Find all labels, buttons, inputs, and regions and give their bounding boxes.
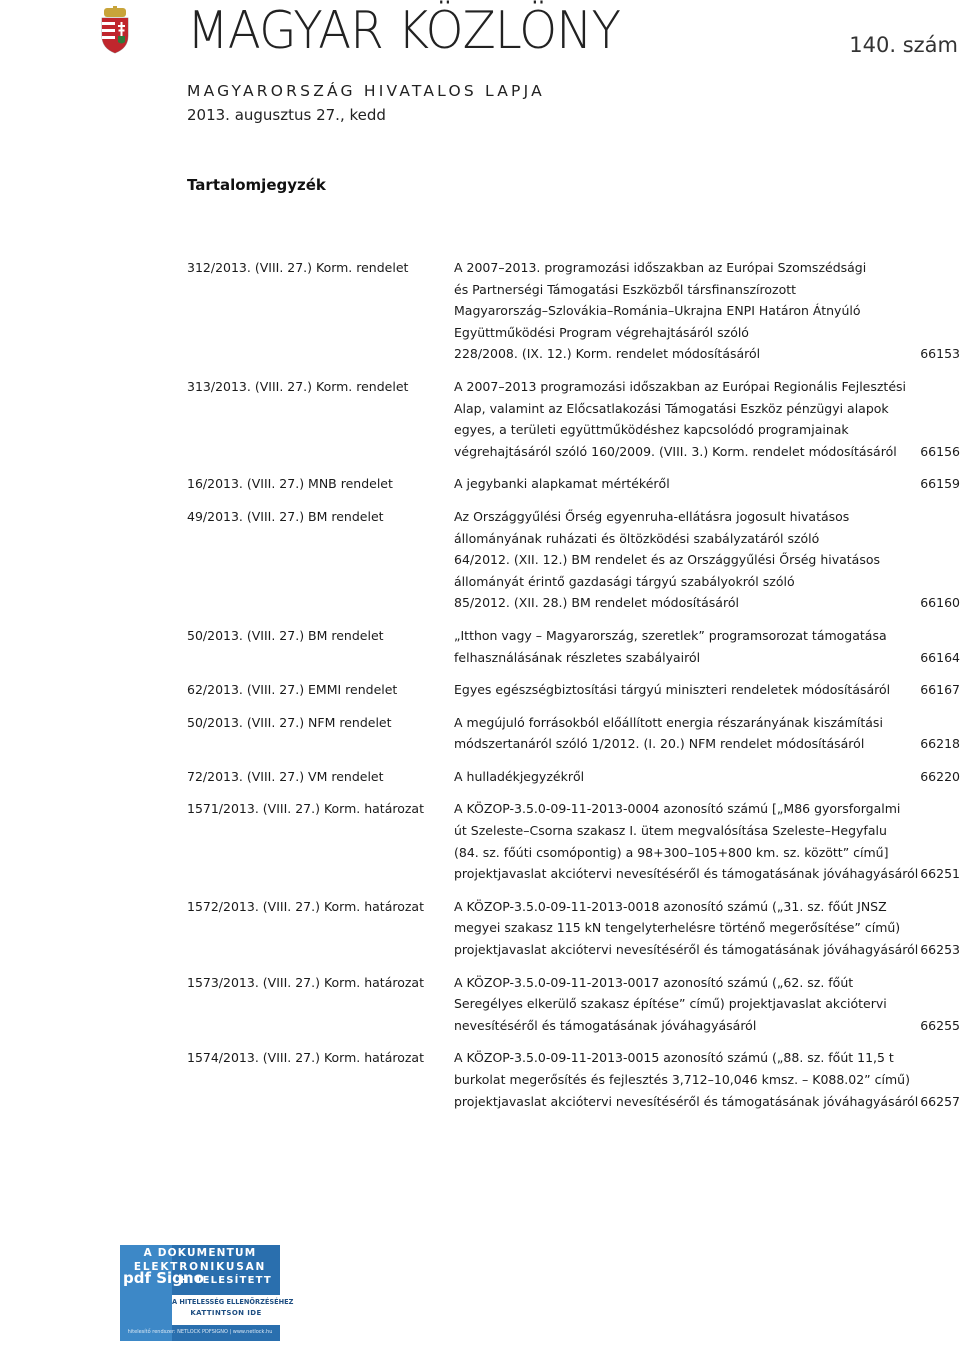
toc-entry[interactable] — [187, 376, 960, 462]
toc-entry-description — [454, 972, 894, 1037]
toc-entry-reference: 313/2013. (VIII. 27.) Korm. rendelet — [187, 378, 409, 394]
toc-entry-page-number[interactable]: 66220 — [920, 768, 960, 784]
toc-entry-page-number[interactable]: 66156 — [920, 443, 960, 459]
toc-entry-description-line: nevesítéséről és támogatásának jóváhagyásáról — [454, 1017, 757, 1033]
toc-entry[interactable] — [187, 766, 960, 788]
badge-line-3: HITELESÍTETT — [180, 1275, 272, 1286]
toc-entry-description-line: A KÖZOP-3.5.0-09-11-2013-0017 azonosító számú („62. sz. főút — [454, 974, 854, 990]
toc-entry-description-line: 85/2012. (XII. 28.) BM rendelet módosításáról — [454, 595, 739, 611]
toc-entry-description-line: (84. sz. főúti csomópontig) a 98+300–105+800 km. sz. között” című] — [454, 844, 889, 860]
toc-entry-description-line: és Partnerségi Támogatási Eszközből társfinanszírozott — [454, 281, 797, 297]
toc-entry-description-line: út Szeleste–Csorna szakasz I. ütem megvalósítása Szeleste–Hegyfalu — [454, 823, 887, 839]
publication-subtitle: MAGYARORSZÁG HIVATALOS LAPJA — [187, 82, 545, 100]
toc-entry-description-line: A KÖZOP-3.5.0-09-11-2013-0018 azonosító számú („31. sz. főút JNSZ — [454, 898, 887, 914]
toc-entry-description-line: Seregélyes elkerülő szakasz építése” című) projektjavaslat akciótervi — [454, 996, 887, 1012]
toc-list — [187, 257, 960, 1123]
toc-entry-reference: 1571/2013. (VIII. 27.) Korm. határozat — [187, 801, 424, 817]
toc-entry-reference: 312/2013. (VIII. 27.) Korm. rendelet — [187, 260, 409, 275]
toc-entry-description — [454, 766, 894, 788]
coat-of-arms-icon — [98, 6, 132, 54]
toc-entry[interactable] — [187, 473, 960, 495]
toc-entry-description — [454, 679, 894, 701]
toc-entry[interactable] — [187, 506, 960, 614]
toc-entry-description-line: projektjavaslat akciótervi nevesítéséről és támogatásának jóváhagyásáról — [454, 866, 919, 882]
toc-entry-description-line: 228/2008. (IX. 12.) Korm. rendelet módosításáról — [454, 346, 761, 362]
toc-entry-page-number[interactable]: 66153 — [920, 346, 960, 362]
toc-entry-description — [454, 625, 894, 668]
toc-entry-description-line: projektjavaslat akciótervi nevesítéséről és támogatásának jóváhagyásáról — [454, 1093, 919, 1109]
toc-entry-description-line: burkolat megerősítés és fejlesztés 3,712–10,046 kmsz. – K088.02” című) — [454, 1072, 910, 1087]
toc-entry-description-line: A 2007–2013. programozási időszakban az Európai Szomszédsági — [454, 260, 867, 275]
badge-line-2: ELEKTRONIKUSAN — [133, 1261, 267, 1273]
toc-entry-page-number[interactable]: 66160 — [920, 595, 960, 611]
badge-click-here[interactable]: KATTINTSON IDE — [190, 1309, 262, 1317]
toc-entry-description-line: állományát érintő gazdasági tárgyú szabályokról szóló — [454, 573, 795, 589]
toc-entry-description-line: egyes, a területi együttműködéshez kapcsolódó programjainak — [454, 422, 849, 438]
toc-entry-description — [454, 506, 894, 614]
toc-entry-description-line: Magyarország–Szlovákia–Románia–Ukrajna ENPI Határon Átnyúló — [454, 303, 861, 319]
toc-entry-description-line: módszertanáról szóló 1/2012. (I. 20.) NFM rendelet módosításáról — [454, 736, 865, 752]
badge-line-1: A DOKUMENTUM — [143, 1247, 257, 1259]
toc-entry-page-number[interactable]: 66253 — [920, 942, 960, 958]
toc-entry-description-line: állományának ruházati és öltözködési szabályzatáról szóló — [454, 530, 820, 546]
toc-entry-description-line: A hulladékjegyzékről — [454, 768, 585, 784]
toc-entry-description — [454, 712, 894, 755]
toc-entry-description-line: Alap, valamint az Előcsatlakozási Támogatási Eszköz pénzügyi alapok — [454, 400, 889, 416]
publication-date: 2013. augusztus 27., kedd — [187, 106, 386, 124]
toc-entry[interactable] — [187, 712, 960, 755]
toc-entry-description-line: A KÖZOP-3.5.0-09-11-2013-0004 azonosító számú [„M86 gyorsforgalmi — [454, 801, 901, 817]
toc-entry-page-number[interactable]: 66251 — [920, 866, 960, 882]
toc-entry-description-line: A megújuló forrásokból előállított energia részarányának kiszámítási — [454, 714, 883, 730]
toc-entry-reference: 1573/2013. (VIII. 27.) Korm. határozat — [187, 974, 424, 990]
toc-entry-description-line: „Itthon vagy – Magyarország, szeretlek” programsorozat támogatása — [454, 627, 887, 643]
toc-entry-description — [454, 896, 919, 961]
toc-entry-description-line: Az Országgyűlési Őrség egyenruha-ellátásra jogosult hivatásos — [454, 508, 850, 524]
authentication-badge[interactable] — [120, 1245, 294, 1341]
toc-entry-description-line: 64/2012. (XII. 12.) BM rendelet és az Országgyűlési Őrség hivatásos — [454, 552, 881, 568]
toc-entry-page-number[interactable]: 66159 — [920, 476, 960, 492]
toc-entry-reference: 62/2013. (VIII. 27.) EMMI rendelet — [187, 682, 398, 698]
badge-footer: hitelesítő rendszer: NETLOCK PDFSIGNO | www.netlock.hu — [127, 1329, 273, 1335]
toc-entry[interactable] — [187, 625, 960, 668]
toc-entry-reference: 72/2013. (VIII. 27.) VM rendelet — [187, 768, 384, 784]
toc-entry-reference: 49/2013. (VIII. 27.) BM rendelet — [187, 508, 384, 524]
toc-entry-description-line: felhasználásának részletes szabályairól — [454, 649, 701, 665]
toc-entry-description — [454, 1047, 919, 1112]
toc-entry-description — [454, 473, 894, 495]
toc-entry[interactable] — [187, 798, 960, 884]
toc-entry-page-number[interactable]: 66257 — [920, 1093, 960, 1109]
toc-entry-description-line: Együttműködési Program végrehajtásáról szóló — [454, 324, 749, 340]
toc-entry-page-number[interactable]: 66167 — [920, 682, 960, 698]
toc-entry-page-number[interactable]: 66255 — [920, 1017, 960, 1033]
toc-heading: Tartalomjegyzék — [187, 176, 326, 194]
toc-entry-reference: 1574/2013. (VIII. 27.) Korm. határozat — [187, 1050, 424, 1066]
toc-entry-description-line: projektjavaslat akciótervi nevesítéséről és támogatásának jóváhagyásáról — [454, 942, 919, 958]
toc-entry-description — [454, 257, 894, 365]
toc-entry[interactable] — [187, 896, 960, 961]
toc-entry[interactable] — [187, 1047, 960, 1112]
toc-entry-description-line: A jegybanki alapkamat mértékéről — [454, 476, 670, 492]
issue-number: 140. szám — [849, 33, 958, 57]
toc-entry-page-number[interactable]: 66164 — [920, 649, 960, 665]
toc-entry-reference: 50/2013. (VIII. 27.) NFM rendelet — [187, 714, 392, 730]
toc-entry-description-line: megyei szakasz 115 kN tengelyterhelésre történő megerősítése” című) — [454, 920, 901, 936]
toc-entry-description-line: Egyes egészségbiztosítási tárgyú miniszteri rendeletek módosításáról — [454, 682, 891, 698]
toc-entry-reference: 1572/2013. (VIII. 27.) Korm. határozat — [187, 898, 424, 914]
publication-title: MAGYAR KÖZLÖNY — [187, 1, 621, 61]
badge-verify-text[interactable]: A HITELESSÉG ELLENŐRZÉSÉHEZ — [172, 1298, 294, 1306]
toc-entry-page-number[interactable]: 66218 — [920, 736, 960, 752]
toc-entry[interactable] — [187, 257, 960, 365]
toc-entry-description — [454, 376, 907, 462]
pdfsigno-logo: pdf Signo — [120, 1245, 172, 1341]
toc-entry[interactable] — [187, 972, 960, 1037]
toc-entry-description-line: A 2007–2013 programozási időszakban az Európai Regionális Fejlesztési — [454, 378, 907, 394]
toc-entry[interactable] — [187, 679, 960, 701]
toc-entry-description-line: végrehajtásáról szóló 160/2009. (VIII. 3.) Korm. rendelet módosításáról — [454, 443, 897, 459]
toc-entry-description-line: A KÖZOP-3.5.0-09-11-2013-0015 azonosító számú („88. sz. főút 11,5 t — [454, 1050, 894, 1066]
toc-entry-reference: 50/2013. (VIII. 27.) BM rendelet — [187, 627, 384, 643]
toc-entry-description — [454, 798, 919, 884]
toc-entry-reference: 16/2013. (VIII. 27.) MNB rendelet — [187, 476, 393, 492]
